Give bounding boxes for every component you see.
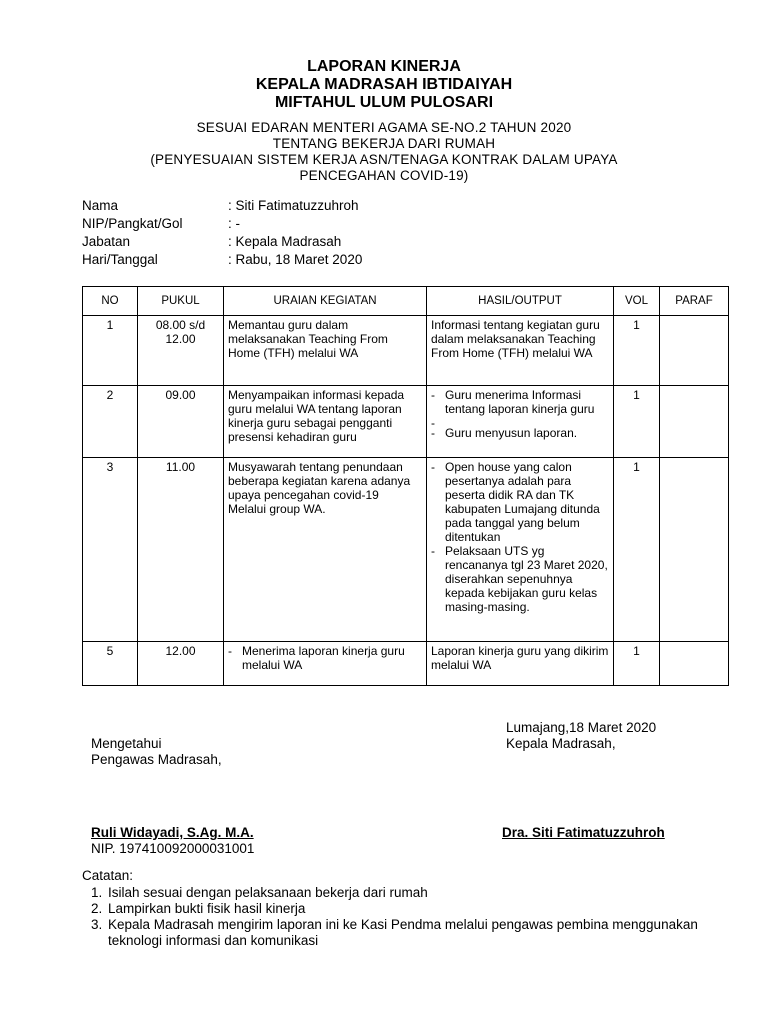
table-header-row xyxy=(83,287,729,316)
info-value: : Rabu, 18 Maret 2020 xyxy=(228,252,363,267)
subtitle-line: PENCEGAHAN COVID-19) xyxy=(299,168,469,183)
cell-pukul: 08.00 s/d 12.00 xyxy=(138,316,224,386)
table-row xyxy=(83,458,729,642)
cell-paraf xyxy=(660,316,729,386)
col-header-no: NO xyxy=(83,287,138,316)
title-line: LAPORAN KINERJA xyxy=(307,58,461,75)
info-label: NIP/Pangkat/Gol xyxy=(82,216,183,231)
uraian-item: - Menerima laporan kinerja guru melalui WA xyxy=(228,644,422,672)
cell-uraian xyxy=(224,458,427,642)
cell-uraian: Menyampaikan informasi kepada guru melalui WA tentang laporan kinerja guru sebagai pengganti presensi kehadiran guru xyxy=(224,386,427,458)
report-title xyxy=(0,58,768,112)
cell-hasil xyxy=(427,386,614,458)
cell-hasil: Laporan kinerja guru yang dikirim melalui WA xyxy=(427,642,614,686)
cell-no: 3 xyxy=(83,458,138,642)
info-row-nip xyxy=(82,215,362,233)
info-row-tanggal xyxy=(82,251,362,269)
spacer xyxy=(431,416,609,426)
info-label: Jabatan xyxy=(82,234,131,249)
table-row xyxy=(83,642,729,686)
hasil-item: - Pelaksaan UTS yg rencananya tgl 23 Maret 2020, diserahkan sepenuhnya kepada kebijakan guru kelas masing-masing. xyxy=(431,544,609,614)
identity-info xyxy=(82,197,362,269)
report-subtitle xyxy=(0,120,768,184)
cell-pukul: 11.00 xyxy=(138,458,224,642)
info-row-nama xyxy=(82,197,362,215)
cell-no: 5 xyxy=(83,642,138,686)
hasil-item: - Open house yang calon pesertanya adalah para peserta didik RA dan TK kabupaten Lumajang ditunda pada tanggal yang belum ditentukan xyxy=(431,460,609,544)
subtitle-line: SESUAI EDARAN MENTERI AGAMA SE-NO.2 TAHUN 2020 xyxy=(196,120,572,135)
note-item: 3. Kepala Madrasah mengirim laporan ini ke Kasi Pendma melalui pengawas pembina menggunakan teknologi informasi dan komunikasi xyxy=(106,917,706,949)
info-value: : - xyxy=(228,216,240,231)
cell-pukul: 09.00 xyxy=(138,386,224,458)
notes-section xyxy=(82,868,706,949)
info-label: Nama xyxy=(82,198,119,213)
cell-hasil: Informasi tentang kegiatan guru dalam melaksanakan Teaching From Home (TFH) melalui WA xyxy=(427,316,614,386)
col-header-vol: VOL xyxy=(614,287,660,316)
cell-paraf xyxy=(660,642,729,686)
cell-paraf xyxy=(660,386,729,458)
uraian-extra: Melalui group WA. xyxy=(228,502,326,516)
col-header-paraf: PARAF xyxy=(660,287,729,316)
cell-vol: 1 xyxy=(614,458,660,642)
info-label: Hari/Tanggal xyxy=(82,252,158,267)
hasil-item: - Guru menyusun laporan. xyxy=(431,426,609,440)
cell-no: 1 xyxy=(83,316,138,386)
cell-no: 2 xyxy=(83,386,138,458)
subtitle-line: TENTANG BEKERJA DARI RUMAH xyxy=(272,136,496,151)
cell-vol: 1 xyxy=(614,386,660,458)
title-line: KEPALA MADRASAH IBTIDAIYAH xyxy=(255,76,513,93)
table-row xyxy=(83,386,729,458)
col-header-hasil: HASIL/OUTPUT xyxy=(427,287,614,316)
info-row-jabatan xyxy=(82,233,362,251)
left-role-line2: Pengawas Madrasah, xyxy=(91,752,222,767)
cell-uraian: Memantau guru dalam melaksanakan Teaching From Home (TFH) melalui WA xyxy=(224,316,427,386)
info-value: : Kepala Madrasah xyxy=(228,234,342,249)
note-item: 2. Lampirkan bukti fisik hasil kinerja xyxy=(106,901,706,917)
left-role-line1: Mengetahui xyxy=(91,736,162,751)
table-row xyxy=(83,316,729,386)
cell-uraian xyxy=(224,642,427,686)
title-line: MIFTAHUL ULUM PULOSARI xyxy=(274,94,494,111)
place-date: Lumajang,18 Maret 2020 xyxy=(506,720,657,735)
right-role: Kepala Madrasah, xyxy=(506,736,616,751)
cell-hasil xyxy=(427,458,614,642)
notes-heading: Catatan: xyxy=(82,868,134,883)
col-header-pukul: PUKUL xyxy=(138,287,224,316)
cell-vol: 1 xyxy=(614,642,660,686)
subtitle-line: (PENYESUAIAN SISTEM KERJA ASN/TENAGA KONTRAK DALAM UPAYA xyxy=(150,152,618,167)
activity-table xyxy=(82,286,729,686)
cell-paraf xyxy=(660,458,729,642)
hasil-item: - Guru menerima Informasi tentang laporan kinerja guru xyxy=(431,388,609,416)
col-header-uraian: URAIAN KEGIATAN xyxy=(224,287,427,316)
cell-pukul: 12.00 xyxy=(138,642,224,686)
supervisor-name: Ruli Widayadi, S.Ag. M.A. xyxy=(91,825,254,840)
cell-vol: 1 xyxy=(614,316,660,386)
note-item: 1. Isilah sesuai dengan pelaksanaan bekerja dari rumah xyxy=(106,885,706,901)
info-value: : Siti Fatimatuzzuhroh xyxy=(228,198,359,213)
supervisor-nip: NIP. 197410092000031001 xyxy=(91,841,255,856)
headmaster-name: Dra. Siti Fatimatuzzuhroh xyxy=(502,825,665,840)
uraian-text: Musyawarah tentang penundaan beberapa kegiatan karena adanya upaya pencegahan covid-19 xyxy=(228,460,411,502)
